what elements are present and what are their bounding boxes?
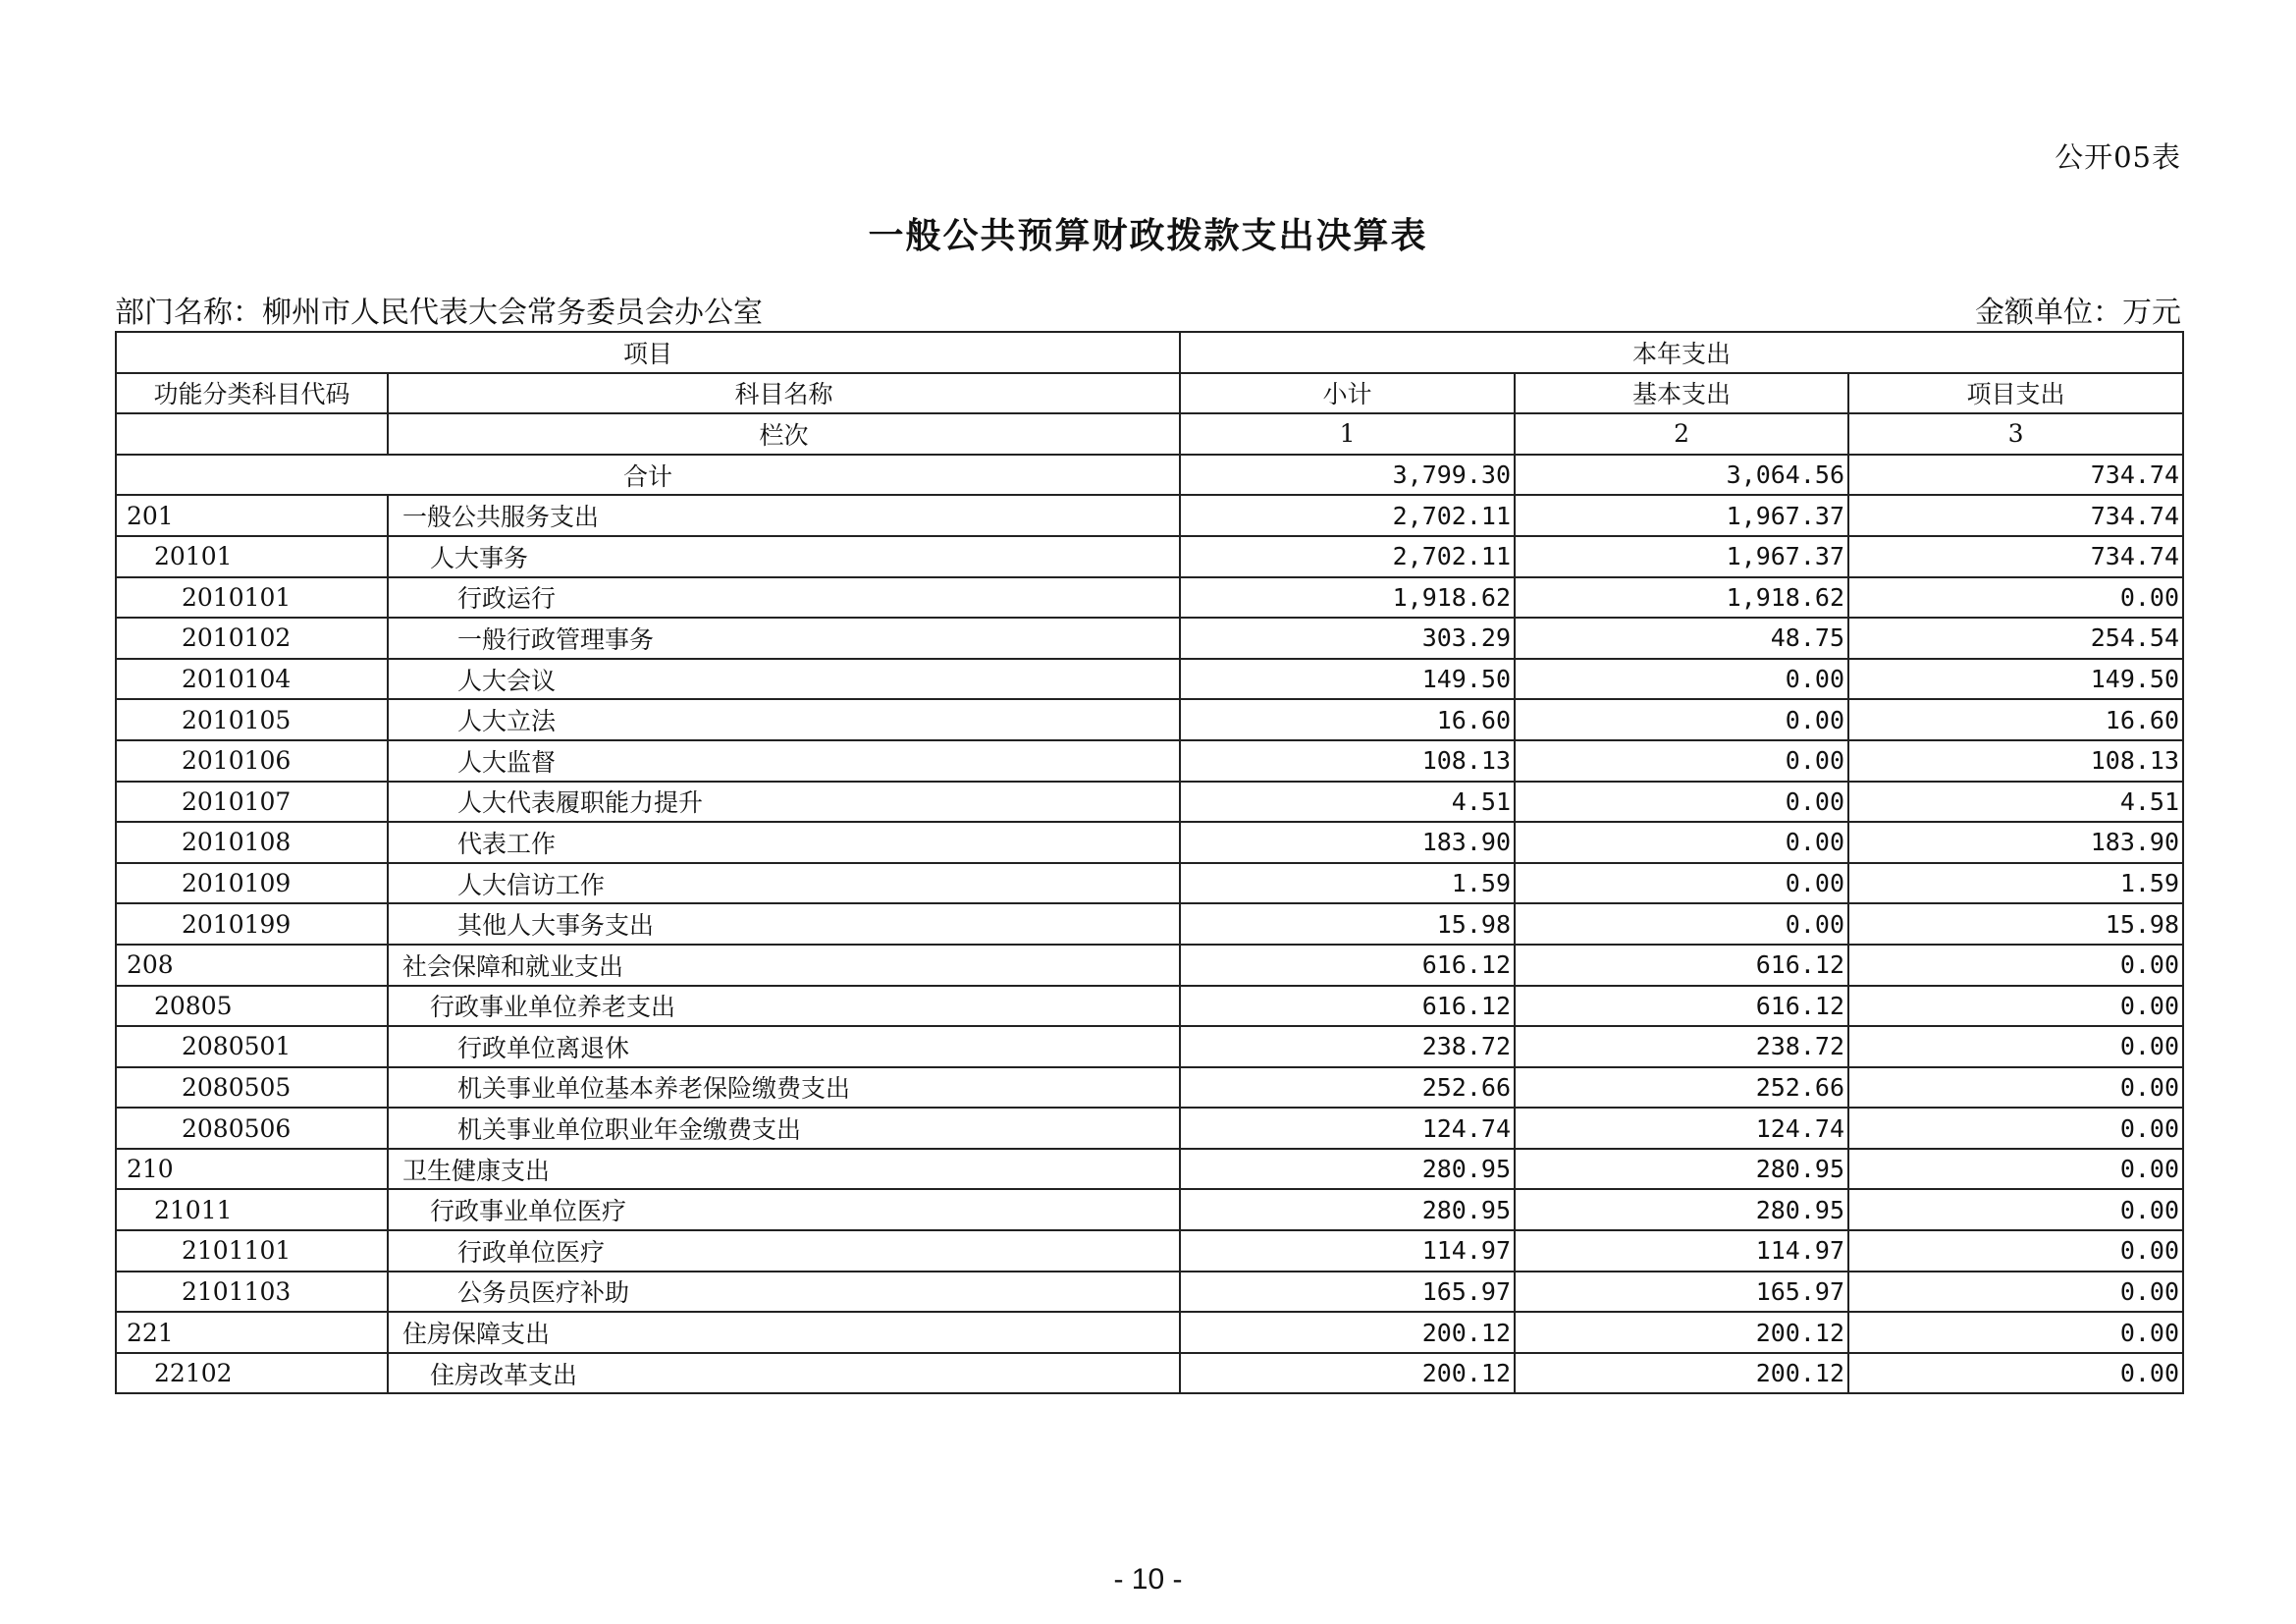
table-row [116, 1108, 2183, 1149]
row-subtotal: 108.13 [1180, 740, 1515, 782]
row-name: 人大事务 [388, 536, 1180, 577]
table-row [116, 1067, 2183, 1109]
row-name: 代表工作 [388, 822, 1180, 863]
row-code: 2010109 [116, 863, 388, 904]
row-project: 0.00 [1848, 1149, 2183, 1190]
row-project: 108.13 [1848, 740, 2183, 782]
row-project: 0.00 [1848, 1272, 2183, 1313]
row-code: 2080506 [116, 1108, 388, 1149]
header-col-2: 2 [1515, 413, 1848, 455]
form-number: 公开05表 [2055, 140, 2181, 174]
row-project: 15.98 [1848, 903, 2183, 945]
row-basic: 1,967.37 [1515, 495, 1848, 536]
row-basic: 616.12 [1515, 986, 1848, 1027]
row-basic: 0.00 [1515, 782, 1848, 823]
total-row [116, 455, 2183, 496]
row-basic: 200.12 [1515, 1312, 1848, 1353]
header-row-3 [116, 413, 2183, 455]
row-subtotal: 149.50 [1180, 659, 1515, 700]
row-subtotal: 303.29 [1180, 618, 1515, 659]
row-code: 2080505 [116, 1067, 388, 1109]
row-project: 0.00 [1848, 986, 2183, 1027]
table-row [116, 577, 2183, 619]
header-column-label: 栏次 [388, 413, 1180, 455]
row-name: 行政单位医疗 [388, 1230, 1180, 1272]
row-name: 机关事业单位基本养老保险缴费支出 [388, 1067, 1180, 1109]
table-row [116, 1189, 2183, 1230]
row-basic: 280.95 [1515, 1149, 1848, 1190]
row-subtotal: 252.66 [1180, 1067, 1515, 1109]
row-basic: 252.66 [1515, 1067, 1848, 1109]
row-basic: 1,967.37 [1515, 536, 1848, 577]
total-subtotal: 3,799.30 [1180, 455, 1515, 496]
row-project: 0.00 [1848, 1189, 2183, 1230]
row-basic: 0.00 [1515, 863, 1848, 904]
row-code: 2010101 [116, 577, 388, 619]
row-name: 人大会议 [388, 659, 1180, 700]
row-subtotal: 16.60 [1180, 699, 1515, 740]
row-project: 16.60 [1848, 699, 2183, 740]
row-project: 734.74 [1848, 495, 2183, 536]
table-row [116, 1353, 2183, 1394]
table-row [116, 822, 2183, 863]
row-basic: 238.72 [1515, 1026, 1848, 1067]
row-subtotal: 200.12 [1180, 1353, 1515, 1394]
row-basic: 1,918.62 [1515, 577, 1848, 619]
row-code: 2010104 [116, 659, 388, 700]
row-project: 183.90 [1848, 822, 2183, 863]
row-code: 2101101 [116, 1230, 388, 1272]
table-row [116, 1230, 2183, 1272]
row-subtotal: 616.12 [1180, 945, 1515, 986]
row-name: 行政运行 [388, 577, 1180, 619]
row-basic: 0.00 [1515, 659, 1848, 700]
row-name: 人大监督 [388, 740, 1180, 782]
row-subtotal: 280.95 [1180, 1189, 1515, 1230]
row-basic: 0.00 [1515, 699, 1848, 740]
row-code: 2010107 [116, 782, 388, 823]
row-name: 机关事业单位职业年金缴费支出 [388, 1108, 1180, 1149]
row-subtotal: 165.97 [1180, 1272, 1515, 1313]
row-subtotal: 114.97 [1180, 1230, 1515, 1272]
row-code: 20805 [116, 986, 388, 1027]
row-name: 人大信访工作 [388, 863, 1180, 904]
expenditure-table [115, 331, 2184, 1394]
table-row [116, 1026, 2183, 1067]
table-row [116, 618, 2183, 659]
row-subtotal: 616.12 [1180, 986, 1515, 1027]
table-row [116, 1149, 2183, 1190]
row-project: 4.51 [1848, 782, 2183, 823]
row-code: 208 [116, 945, 388, 986]
table-row [116, 740, 2183, 782]
table-row [116, 782, 2183, 823]
header-empty-cell [116, 413, 388, 455]
row-name: 人大立法 [388, 699, 1180, 740]
row-basic: 616.12 [1515, 945, 1848, 986]
row-project: 0.00 [1848, 577, 2183, 619]
row-subtotal: 15.98 [1180, 903, 1515, 945]
table-row [116, 863, 2183, 904]
row-code: 2010199 [116, 903, 388, 945]
row-project: 0.00 [1848, 1108, 2183, 1149]
row-code: 2101103 [116, 1272, 388, 1313]
row-subtotal: 238.72 [1180, 1026, 1515, 1067]
table-row [116, 659, 2183, 700]
row-name: 行政事业单位医疗 [388, 1189, 1180, 1230]
row-basic: 48.75 [1515, 618, 1848, 659]
row-name: 一般公共服务支出 [388, 495, 1180, 536]
row-project: 734.74 [1848, 536, 2183, 577]
row-subtotal: 183.90 [1180, 822, 1515, 863]
row-subtotal: 2,702.11 [1180, 536, 1515, 577]
table-row [116, 986, 2183, 1027]
row-name: 公务员医疗补助 [388, 1272, 1180, 1313]
table-row [116, 1272, 2183, 1313]
row-name: 社会保障和就业支出 [388, 945, 1180, 986]
row-code: 221 [116, 1312, 388, 1353]
row-basic: 165.97 [1515, 1272, 1848, 1313]
row-subtotal: 200.12 [1180, 1312, 1515, 1353]
department-name: 部门名称：柳州市人民代表大会常务委员会办公室 [115, 296, 763, 330]
row-name: 卫生健康支出 [388, 1149, 1180, 1190]
row-subtotal: 280.95 [1180, 1149, 1515, 1190]
table-row [116, 945, 2183, 986]
row-subtotal: 1,918.62 [1180, 577, 1515, 619]
row-name: 住房保障支出 [388, 1312, 1180, 1353]
row-project: 0.00 [1848, 1026, 2183, 1067]
header-item: 项目 [116, 332, 1180, 373]
row-basic: 280.95 [1515, 1189, 1848, 1230]
row-code: 20101 [116, 536, 388, 577]
table-row [116, 536, 2183, 577]
page-number: - 10 - [1113, 1563, 1183, 1596]
row-project: 0.00 [1848, 1230, 2183, 1272]
row-project: 0.00 [1848, 1067, 2183, 1109]
row-project: 254.54 [1848, 618, 2183, 659]
table-row [116, 1312, 2183, 1353]
row-name: 行政单位离退休 [388, 1026, 1180, 1067]
header-code: 功能分类科目代码 [116, 373, 388, 414]
row-project: 1.59 [1848, 863, 2183, 904]
row-subtotal: 124.74 [1180, 1108, 1515, 1149]
header-current-year: 本年支出 [1180, 332, 2183, 373]
total-label: 合计 [116, 455, 1180, 496]
row-project: 0.00 [1848, 945, 2183, 986]
row-subtotal: 4.51 [1180, 782, 1515, 823]
row-subtotal: 1.59 [1180, 863, 1515, 904]
header-project: 项目支出 [1848, 373, 2183, 414]
row-code: 201 [116, 495, 388, 536]
row-code: 2010108 [116, 822, 388, 863]
row-code: 21011 [116, 1189, 388, 1230]
row-code: 210 [116, 1149, 388, 1190]
row-project: 0.00 [1848, 1353, 2183, 1394]
table-row [116, 699, 2183, 740]
header-basic: 基本支出 [1515, 373, 1848, 414]
row-project: 0.00 [1848, 1312, 2183, 1353]
header-row-1 [116, 332, 2183, 373]
row-name: 行政事业单位养老支出 [388, 986, 1180, 1027]
row-basic: 0.00 [1515, 903, 1848, 945]
row-project: 149.50 [1848, 659, 2183, 700]
row-code: 2010106 [116, 740, 388, 782]
header-name: 科目名称 [388, 373, 1180, 414]
row-code: 22102 [116, 1353, 388, 1394]
report-title: 一般公共预算财政拨款支出决算表 [868, 216, 1428, 256]
header-subtotal: 小计 [1180, 373, 1515, 414]
row-subtotal: 2,702.11 [1180, 495, 1515, 536]
row-code: 2010102 [116, 618, 388, 659]
table-row [116, 903, 2183, 945]
row-basic: 124.74 [1515, 1108, 1848, 1149]
total-project: 734.74 [1848, 455, 2183, 496]
row-basic: 0.00 [1515, 822, 1848, 863]
row-basic: 114.97 [1515, 1230, 1848, 1272]
header-row-2 [116, 373, 2183, 414]
row-name: 住房改革支出 [388, 1353, 1180, 1394]
row-basic: 0.00 [1515, 740, 1848, 782]
row-name: 人大代表履职能力提升 [388, 782, 1180, 823]
amount-unit: 金额单位：万元 [1975, 296, 2181, 330]
header-col-1: 1 [1180, 413, 1515, 455]
header-col-3: 3 [1848, 413, 2183, 455]
row-name: 一般行政管理事务 [388, 618, 1180, 659]
row-name: 其他人大事务支出 [388, 903, 1180, 945]
table-row [116, 495, 2183, 536]
row-basic: 200.12 [1515, 1353, 1848, 1394]
row-code: 2010105 [116, 699, 388, 740]
row-code: 2080501 [116, 1026, 388, 1067]
total-basic: 3,064.56 [1515, 455, 1848, 496]
